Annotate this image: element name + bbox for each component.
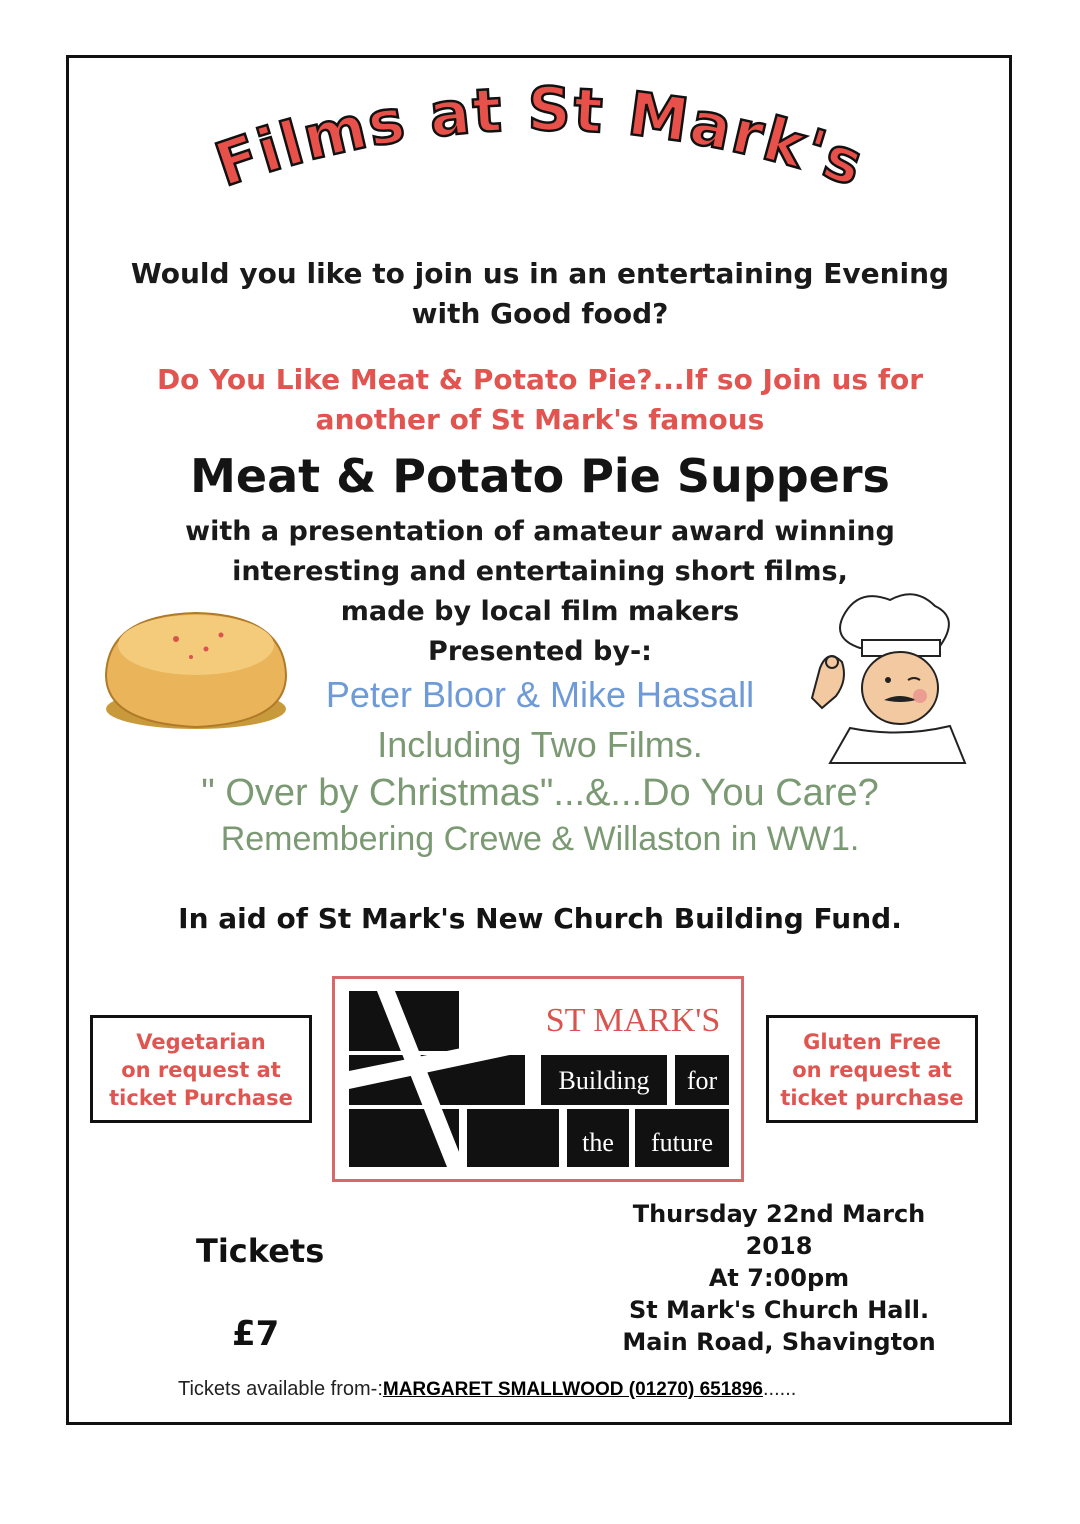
films-subtitle: Remembering Crewe & Willaston in WW1.: [220, 820, 860, 858]
gluten-line-2: on request at: [792, 1058, 952, 1082]
poster-title: [150, 70, 930, 220]
logo-name: ST MARK'S: [545, 1002, 721, 1039]
logo-word-future: future: [650, 1128, 714, 1157]
footer-suffix: ......: [762, 1378, 797, 1400]
vegetarian-box: [90, 1015, 312, 1123]
intro-line-1: Would you like to join us in an entertaining Evening: [130, 257, 950, 290]
gluten-line-1: Gluten Free: [803, 1030, 941, 1054]
ticket-contact: MARGARET SMALLWOOD (01270) 651896: [382, 1379, 763, 1400]
logo-word-the: the: [582, 1128, 614, 1157]
intro-line-2: with Good food?: [411, 297, 669, 330]
poster-title-text: Films at St Mark's: [207, 74, 874, 201]
logo-word-for: for: [686, 1066, 718, 1095]
vegetarian-line-2: on request at: [121, 1058, 281, 1082]
fund-note: In aid of St Mark's New Church Building Fund.: [178, 902, 902, 935]
pie-invite: [0, 360, 1080, 440]
st-marks-logo: [332, 976, 744, 1182]
pie-invite-line-2: another of St Mark's famous: [315, 403, 765, 436]
logo-word-building: Building: [558, 1066, 650, 1095]
svg-text:Films at St Mark's: [207, 75, 873, 201]
vegetarian-line-1: Vegetarian: [136, 1030, 266, 1054]
event-address: Main Road, Shavington: [622, 1328, 936, 1356]
presented-by: Presented by-:: [428, 636, 652, 667]
films-intro: Including Two Films.: [377, 724, 703, 765]
description-line-2: interesting and entertaining short films,: [232, 556, 848, 587]
vegetarian-line-3: ticket Purchase: [109, 1086, 293, 1110]
intro-question: [0, 254, 1080, 334]
event-details: [620, 1198, 938, 1358]
ticket-availability: [178, 1378, 796, 1401]
event-time: At 7:00pm: [708, 1264, 850, 1292]
event-date: Thursday 22nd March: [632, 1200, 926, 1228]
films-titles: " Over by Christmas"...&...Do You Care?: [201, 772, 879, 814]
headline: Meat & Potato Pie Suppers: [190, 449, 890, 503]
pie-invite-line-1: Do You Like Meat & Potato Pie?...If so Join us for: [156, 363, 924, 396]
presenters: Peter Bloor & Mike Hassall: [325, 674, 755, 715]
description-line-3: made by local film makers: [340, 596, 740, 627]
event-year: 2018: [745, 1232, 813, 1260]
tickets-label: Tickets: [196, 1232, 325, 1270]
ticket-price: £7: [232, 1314, 280, 1354]
logo-graphic: [335, 979, 741, 1179]
event-venue: St Mark's Church Hall.: [628, 1296, 930, 1324]
gluten-line-3: ticket purchase: [780, 1086, 964, 1110]
gluten-free-box: [766, 1015, 978, 1123]
footer-prefix: Tickets available from-:: [178, 1378, 383, 1400]
description-line-1: with a presentation of amateur award winning: [185, 516, 895, 547]
